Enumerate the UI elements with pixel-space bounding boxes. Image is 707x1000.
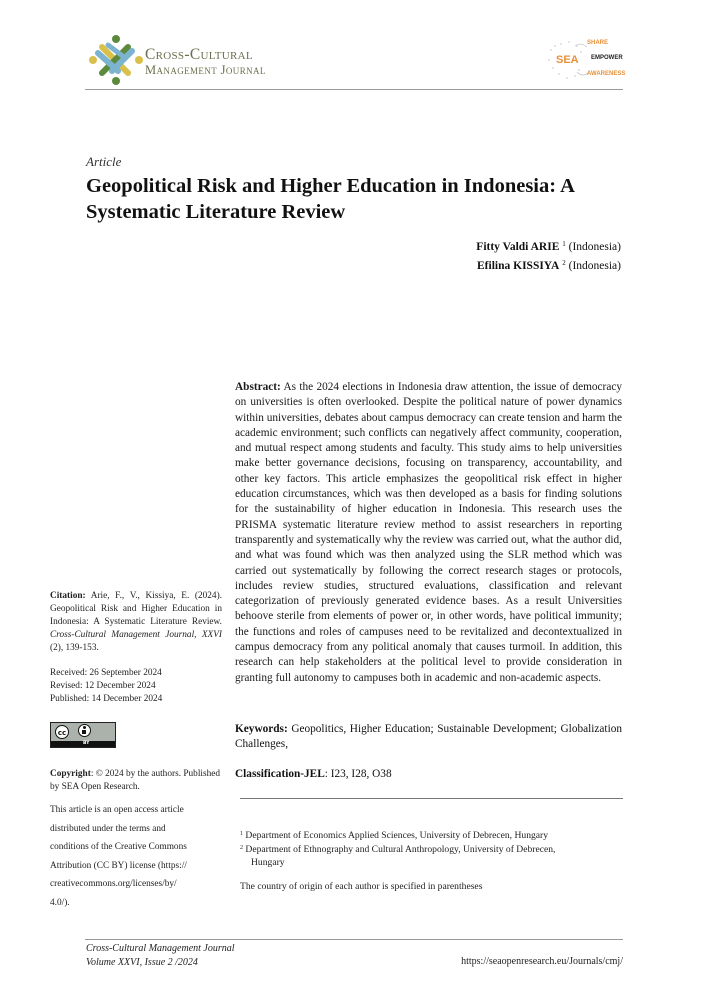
author-1 bbox=[476, 236, 621, 255]
jel-codes: : I23, I28, O38 bbox=[324, 768, 392, 780]
attribution-person-icon bbox=[78, 724, 91, 737]
license-line[interactable]: Attribution (CC BY) license (https:// bbox=[50, 860, 187, 871]
citation bbox=[50, 590, 222, 655]
journal-logo-line2: Management Journal bbox=[145, 62, 266, 77]
citation-label: Citation: bbox=[50, 591, 86, 601]
footer-journal-name: Cross-Cultural Management Journal bbox=[86, 943, 235, 954]
keywords-label: Keywords: bbox=[235, 723, 288, 735]
affiliation-1 bbox=[240, 828, 620, 842]
date-received: Received: 26 September 2024 bbox=[50, 668, 162, 678]
article-type: Article bbox=[86, 154, 122, 169]
affiliation-text: Department of Ethnography and Cultural Anthropology, University of Debrecen, bbox=[245, 844, 556, 855]
publication-dates bbox=[50, 667, 162, 706]
citation-journal: Cross-Cultural Management Journal, XXVI bbox=[50, 630, 222, 640]
license-line: distributed under the terms and bbox=[50, 823, 166, 834]
affiliation-2-continued: Hungary bbox=[251, 857, 285, 868]
affiliations bbox=[240, 828, 620, 869]
citation-text: Arie, F., V., Kissiya, E. (2024). Geopolitical Risk and Higher Education in Indonesia: A Systematic Literature Review. bbox=[50, 591, 222, 627]
footer-divider bbox=[85, 939, 623, 940]
copyright-label: Copyright bbox=[50, 769, 91, 779]
date-revised: Revised: 12 December 2024 bbox=[50, 681, 156, 691]
author-country: (Indonesia) bbox=[568, 241, 621, 253]
license-link[interactable]: creativecommons.org/licenses/by/ bbox=[50, 879, 177, 890]
keywords-text: Geopolitics, Higher Education; Sustainable Development; Globalization Challenges, bbox=[235, 723, 623, 751]
author-2 bbox=[476, 255, 621, 274]
logo-word-share: SHARE bbox=[587, 40, 609, 46]
copyright-text: : © 2024 by the authors. Published by SEA Open Research. bbox=[50, 769, 221, 792]
author-affil-ref: 1 bbox=[562, 240, 566, 248]
abstract-divider bbox=[240, 798, 623, 799]
date-published: Published: 14 December 2024 bbox=[50, 694, 163, 704]
journal-logo-line1: Cross-Cultural bbox=[145, 46, 253, 63]
footer-journal-info bbox=[86, 942, 235, 970]
author-name: Fitty Valdi ARIE bbox=[476, 241, 560, 253]
affiliation-2 bbox=[240, 842, 620, 856]
svg-text:SEA: SEA bbox=[556, 54, 579, 66]
license-line[interactable]: 4.0/). bbox=[50, 897, 70, 908]
copyright bbox=[50, 768, 225, 794]
publisher-logo bbox=[545, 38, 630, 82]
by-label: BY bbox=[83, 741, 90, 746]
license-line: This article is an open access article bbox=[50, 805, 184, 815]
cc-by-license-badge[interactable] bbox=[50, 722, 116, 748]
journal-logo-text bbox=[145, 47, 266, 76]
jel-classification bbox=[235, 768, 392, 780]
footer-url-link[interactable]: https://seaopenresearch.eu/Journals/cmj/ bbox=[461, 956, 623, 967]
author-affil-ref: 2 bbox=[562, 259, 566, 267]
header-divider bbox=[85, 89, 623, 90]
author-list bbox=[476, 236, 621, 274]
jel-label: Classification-JEL bbox=[235, 768, 325, 780]
footer-volume: Volume XXVI, Issue 2 /2024 bbox=[86, 957, 198, 968]
abstract-text: As the 2024 elections in Indonesia draw attention, the issue of democracy on universities is often overlooked. Despite the political nature of power dynamics within universities, debates about campus democracy can create tension and harm the academic environment; such conflicts can negatively affect community, cooperation, and mutual respect among students and faculty. This study aims to help universities make better governance decisions, focusing on transparency, accountability, and other key factors. This article emphasizes the geopolitical risk effect in higher education circumstances, which was then developed as a basis for finding solutions for the sustainability of higher education in Indonesia. This research uses the PRISMA systematic literature review method to assist researchers in reporting transparently and systematically why the review was carried out, what the author did, and what was found which was then analyzed using the SLR method which was carried out systematically by following the correct research stages or protocols, includes review studies, structured evaluations, classification and relevant categorization of previously generated evidence bases. As a result Universities behoove sterile from elements of power or, in other words, have political immunity; the functions and roles of campuses need to be revitalized and decontextualized in campus democracy from any political anomaly that causes turmoil. In addition, this research can help stakeholders at the political level to provide consideration in granting full autonomy to campuses both in academic and non-academic aspects. bbox=[235, 381, 622, 684]
page-title: Geopolitical Risk and Higher Education in Indonesia: A Systematic Literature Review bbox=[86, 175, 574, 223]
journal-logo-icon bbox=[88, 33, 144, 87]
citation-pages: (2), 139-153. bbox=[50, 643, 99, 653]
affiliation-text: Department of Economics Applied Sciences, University of Debrecen, Hungary bbox=[245, 830, 549, 841]
cc-icon: cc bbox=[55, 725, 69, 739]
license-line: conditions of the Creative Commons bbox=[50, 842, 187, 853]
origin-note: The country of origin of each author is specified in parentheses bbox=[240, 881, 483, 892]
license-text bbox=[50, 801, 225, 913]
author-name: Efilina KISSIYA bbox=[477, 260, 560, 272]
affiliation-number: 1 bbox=[240, 831, 243, 837]
logo-word-empower: EMPOWER bbox=[591, 55, 623, 61]
abstract-label: Abstract: bbox=[235, 381, 281, 393]
author-country: (Indonesia) bbox=[568, 260, 621, 272]
keywords bbox=[235, 722, 622, 753]
affiliation-number: 2 bbox=[240, 845, 243, 851]
logo-word-awareness: AWARENESS bbox=[587, 71, 626, 77]
abstract bbox=[235, 380, 622, 686]
